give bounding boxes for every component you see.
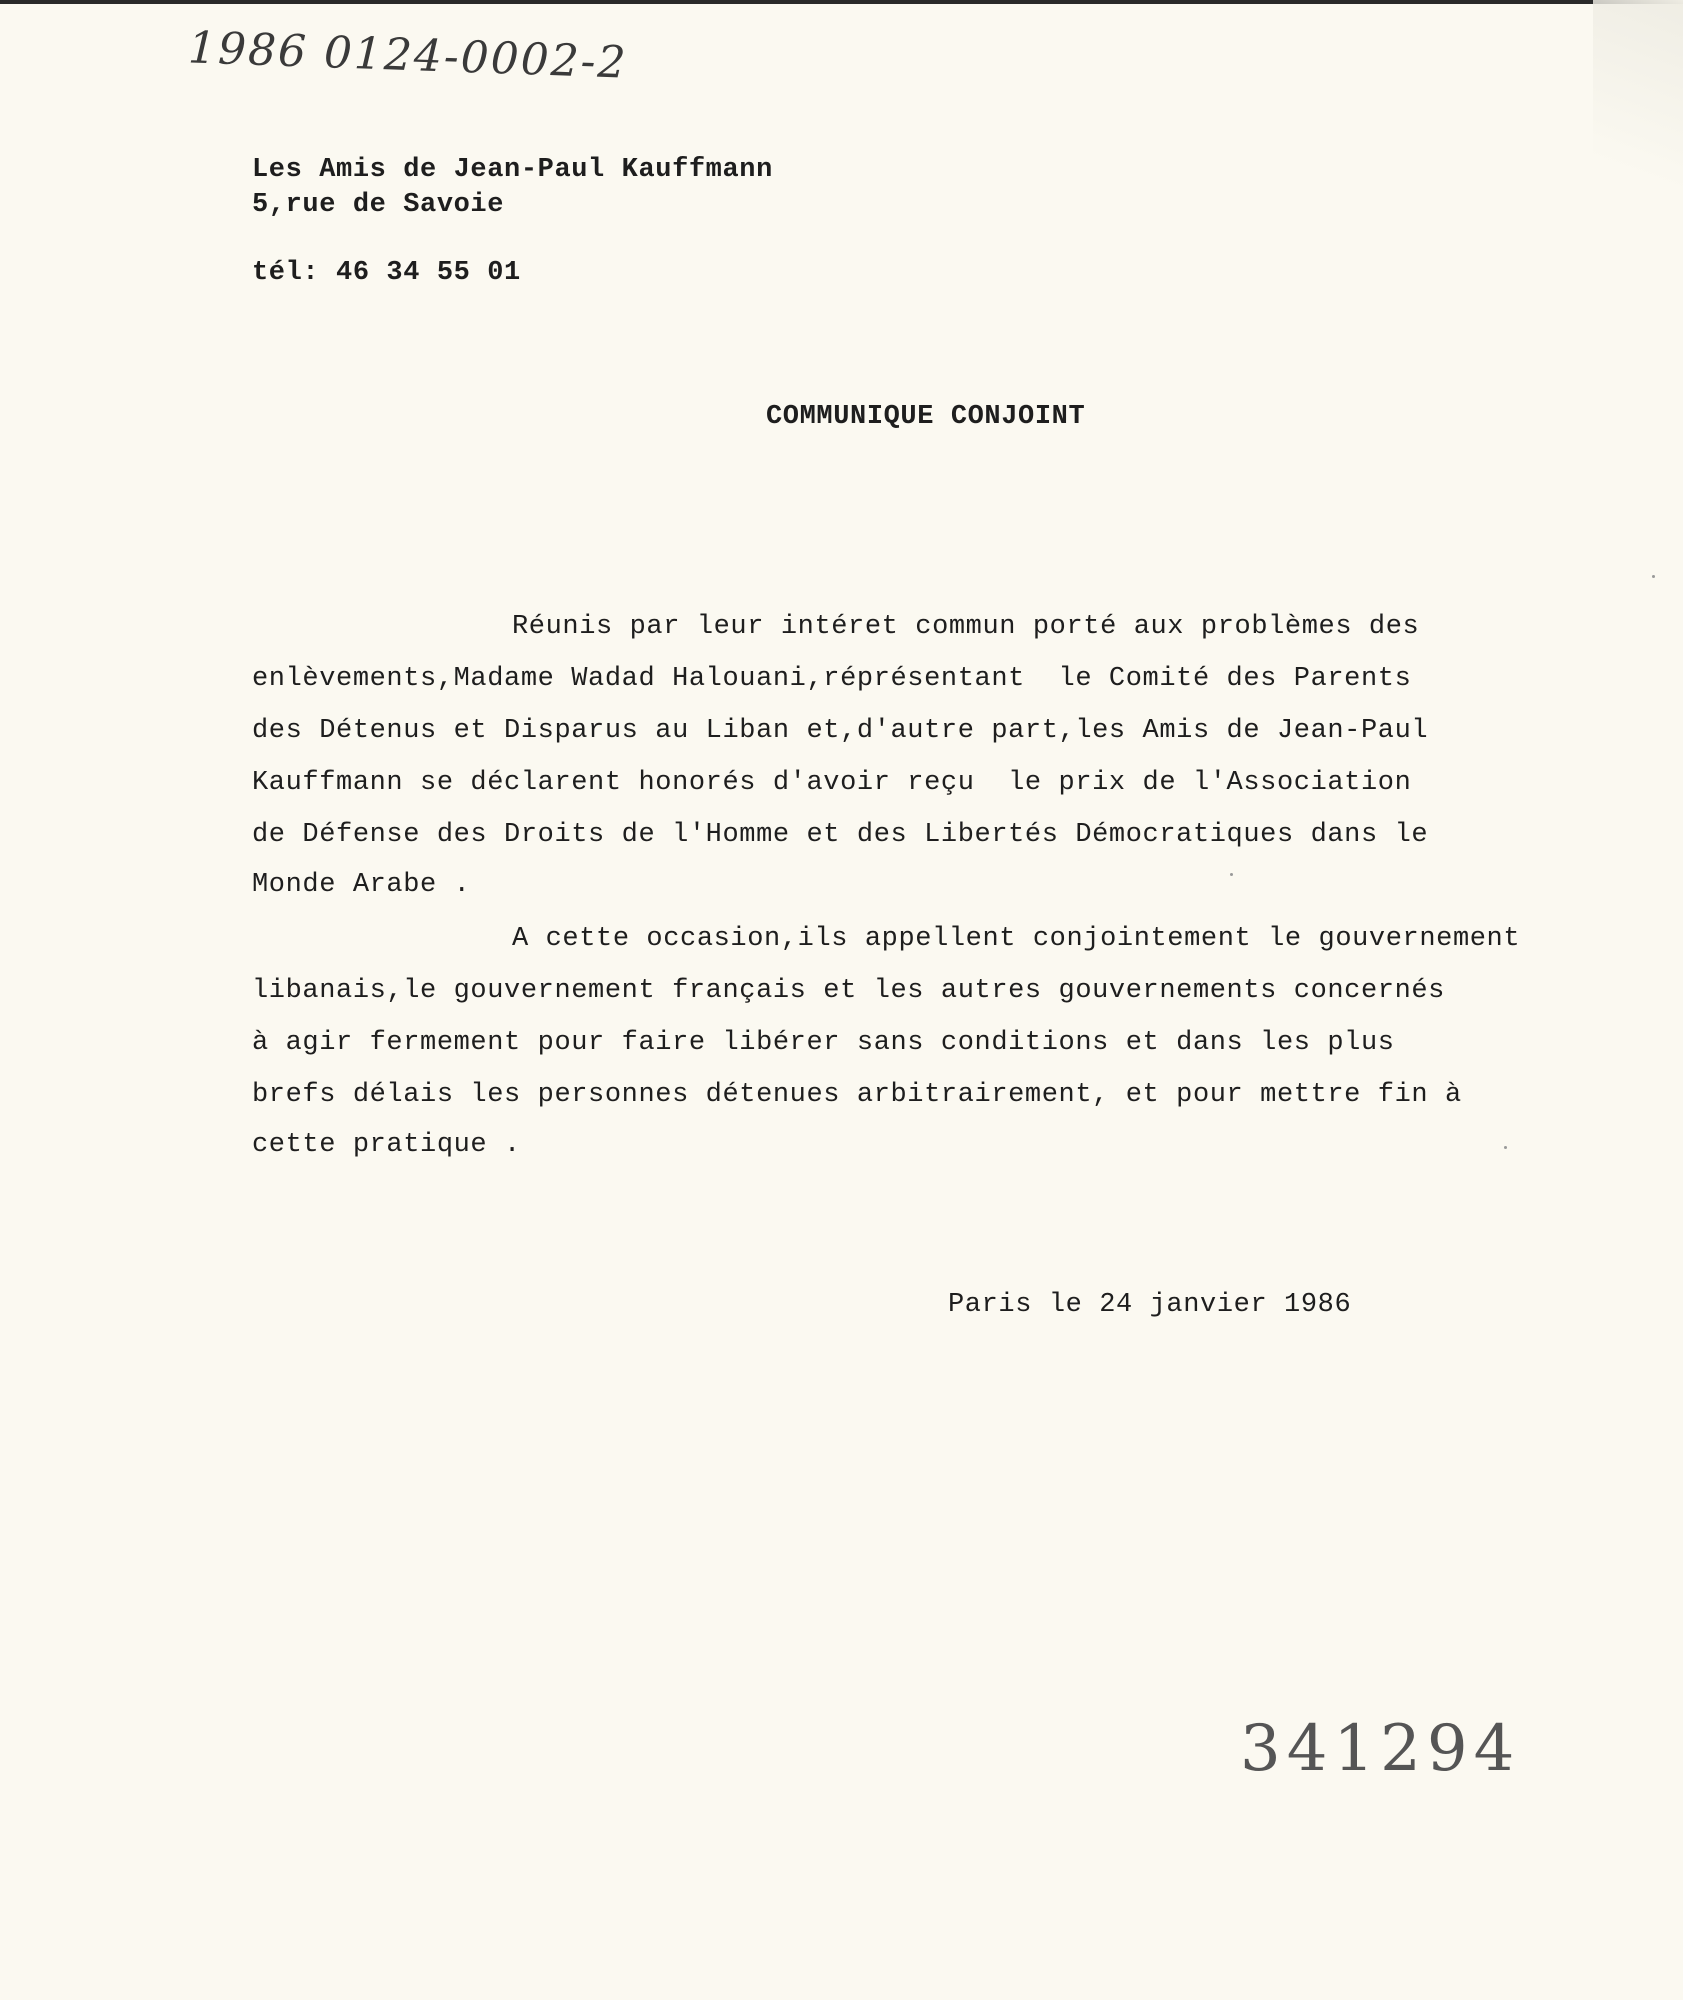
document-title: COMMUNIQUE CONJOINT bbox=[766, 402, 1086, 432]
paper-speck bbox=[1504, 1146, 1507, 1149]
body-line: libanais,le gouvernement français et les autres gouvernements concernés bbox=[252, 976, 1445, 1006]
body-line: Kauffmann se déclarent honorés d'avoir reçu le prix de l'Association bbox=[252, 768, 1412, 798]
letterhead-address: 5,rue de Savoie bbox=[252, 190, 505, 220]
body-line: brefs délais les personnes détenues arbitrairement, et pour mettre fin à bbox=[252, 1080, 1462, 1110]
letterhead-phone: tél: 46 34 55 01 bbox=[252, 258, 521, 288]
body-line: cette pratique . bbox=[252, 1130, 521, 1160]
paper-speck bbox=[1230, 873, 1233, 876]
page-top-edge bbox=[0, 0, 1683, 4]
handwritten-reference-bottom: 341294 bbox=[1240, 1712, 1521, 1786]
body-line: à agir fermement pour faire libérer sans conditions et dans les plus bbox=[252, 1028, 1395, 1058]
handwritten-reference-top: 1986 0124-0002-2 bbox=[187, 22, 629, 89]
paper-speck bbox=[1652, 575, 1655, 578]
body-line: enlèvements,Madame Wadad Halouani,réprésentant le Comité des Parents bbox=[252, 664, 1412, 694]
body-line: A cette occasion,ils appellent conjointement le gouvernement bbox=[512, 924, 1521, 954]
body-line: Réunis par leur intéret commun porté aux problèmes des bbox=[512, 612, 1420, 642]
paper-crease bbox=[1593, 0, 1683, 240]
body-line: de Défense des Droits de l'Homme et des Libertés Démocratiques dans le bbox=[252, 820, 1429, 850]
letterhead-org-name: Les Amis de Jean-Paul Kauffmann bbox=[252, 155, 773, 185]
body-line: Monde Arabe . bbox=[252, 870, 471, 900]
body-line: des Détenus et Disparus au Liban et,d'autre part,les Amis de Jean-Paul bbox=[252, 716, 1429, 746]
dateline: Paris le 24 janvier 1986 bbox=[948, 1290, 1352, 1320]
